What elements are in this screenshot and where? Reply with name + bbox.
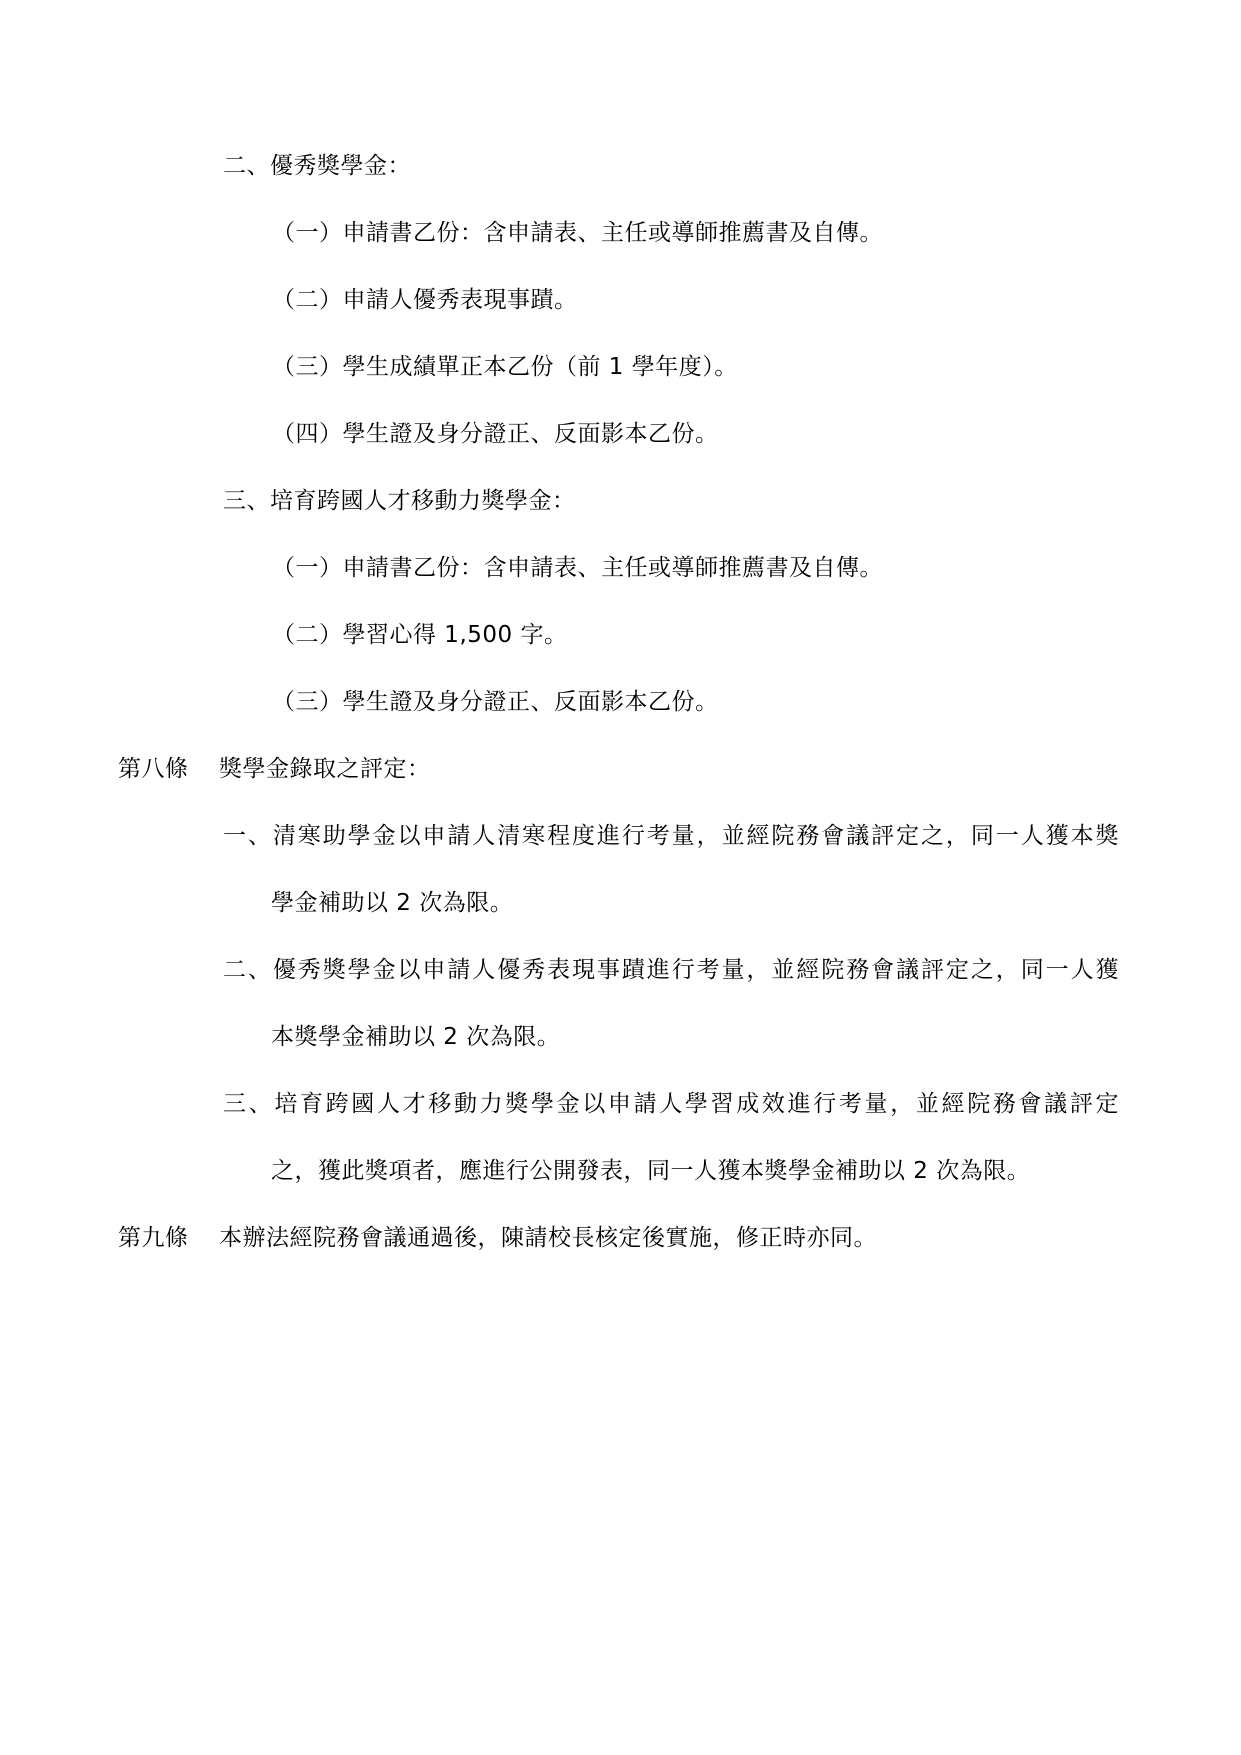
list-item: （一）申請書乙份：含申請表、主任或導師推薦書及自傳。 <box>272 220 883 246</box>
article-8-label: 第八條 <box>118 756 189 782</box>
article-9-text: 本辦法經院務會議通過後，陳請校長核定後實施，修正時亦同。 <box>219 1225 877 1251</box>
article-8-item-3-line-1: 三、培育跨國人才移動力獎學金以申請人學習成效進行考量，並經院務會議評定 <box>223 1091 1119 1117</box>
article-8-item-1-line-2: 學金補助以 2 次為限。 <box>271 890 514 916</box>
section-heading-excellence: 二、優秀獎學金： <box>223 153 411 179</box>
article-8-item-2-line-1: 二、優秀獎學金以申請人優秀表現事蹟進行考量，並經院務會議評定之，同一人獲 <box>223 957 1119 983</box>
list-item: （二）學習心得 1,500 字。 <box>272 622 568 648</box>
list-item: （一）申請書乙份：含申請表、主任或導師推薦書及自傳。 <box>272 555 883 581</box>
article-8-item-2-line-2: 本獎學金補助以 2 次為限。 <box>271 1024 561 1050</box>
article-8-item-3-line-2: 之，獲此獎項者，應進行公開發表，同一人獲本獎學金補助以 2 次為限。 <box>271 1158 1031 1184</box>
list-item: （二）申請人優秀表現事蹟。 <box>272 287 578 313</box>
list-item: （四）學生證及身分證正、反面影本乙份。 <box>272 421 719 447</box>
article-9-label: 第九條 <box>118 1225 189 1251</box>
list-item: （三）學生證及身分證正、反面影本乙份。 <box>272 689 719 715</box>
article-8-item-1-line-1: 一、清寒助學金以申請人清寒程度進行考量，並經院務會議評定之，同一人獲本獎 <box>223 823 1119 849</box>
list-item: （三）學生成績單正本乙份（前 1 學年度）。 <box>272 354 738 380</box>
section-heading-mobility: 三、培育跨國人才移動力獎學金： <box>223 488 576 514</box>
article-8-title: 獎學金錄取之評定： <box>219 756 431 782</box>
